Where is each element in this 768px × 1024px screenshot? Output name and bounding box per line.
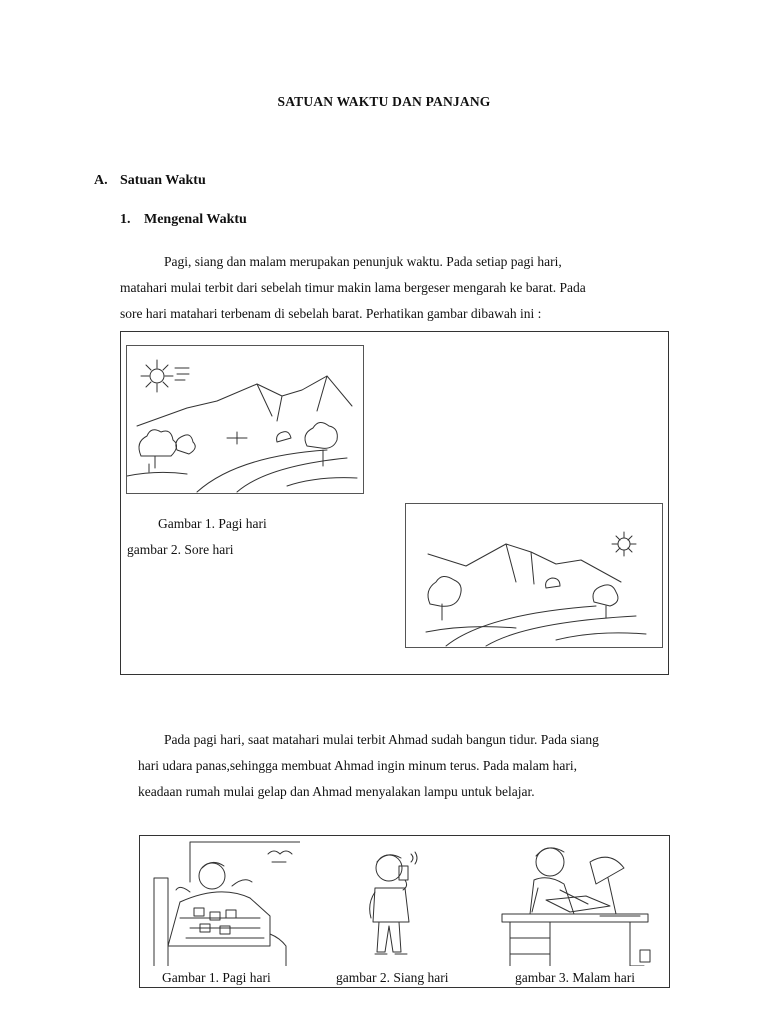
figure2-caption-night: gambar 3. Malam hari [515,970,635,985]
subsection-1-label: Mengenal Waktu [144,212,247,227]
section-a-label: Satuan Waktu [120,173,206,188]
paragraph-intro [120,249,680,327]
subsection-1-heading [120,212,247,228]
morning-landscape-illustration [126,345,364,494]
paragraph-line: Pada pagi hari, saat matahari mulai terbit Ahmad sudah bangun tidur. Pada siang [164,732,599,747]
subsection-1-number: 1. [120,212,131,227]
boy-studying-illustration [490,838,660,966]
boy-drinking-illustration [355,848,435,966]
paragraph-ahmad [138,727,683,805]
paragraph-line: Pagi, siang dan malam merupakan penunjuk waktu. Pada setiap pagi hari, [164,254,562,269]
evening-landscape-illustration [405,503,663,648]
figure2-caption-morning: Gambar 1. Pagi hari [162,970,271,985]
figure1-caption-morning: Gambar 1. Pagi hari [158,516,267,531]
document-title: SATUAN WAKTU DAN PANJANG [277,94,491,109]
paragraph-line: sore hari matahari terbenam di sebelah barat. Perhatikan gambar dibawah ini : [120,306,542,321]
section-a-number: A. [94,173,108,188]
paragraph-line: keadaan rumah mulai gelap dan Ahmad menyalakan lampu untuk belajar. [138,784,535,799]
paragraph-line: matahari mulai terbit dari sebelah timur makin lama bergeser mengarah ke barat. Pada [120,280,586,295]
figure1-caption-evening: gambar 2. Sore hari [127,542,234,557]
paragraph-line: hari udara panas,sehingga membuat Ahmad ingin minum terus. Pada malam hari, [138,758,578,773]
boy-waking-up-illustration [150,838,300,966]
section-a-heading [94,173,206,189]
figure2-caption-afternoon: gambar 2. Siang hari [336,970,449,985]
